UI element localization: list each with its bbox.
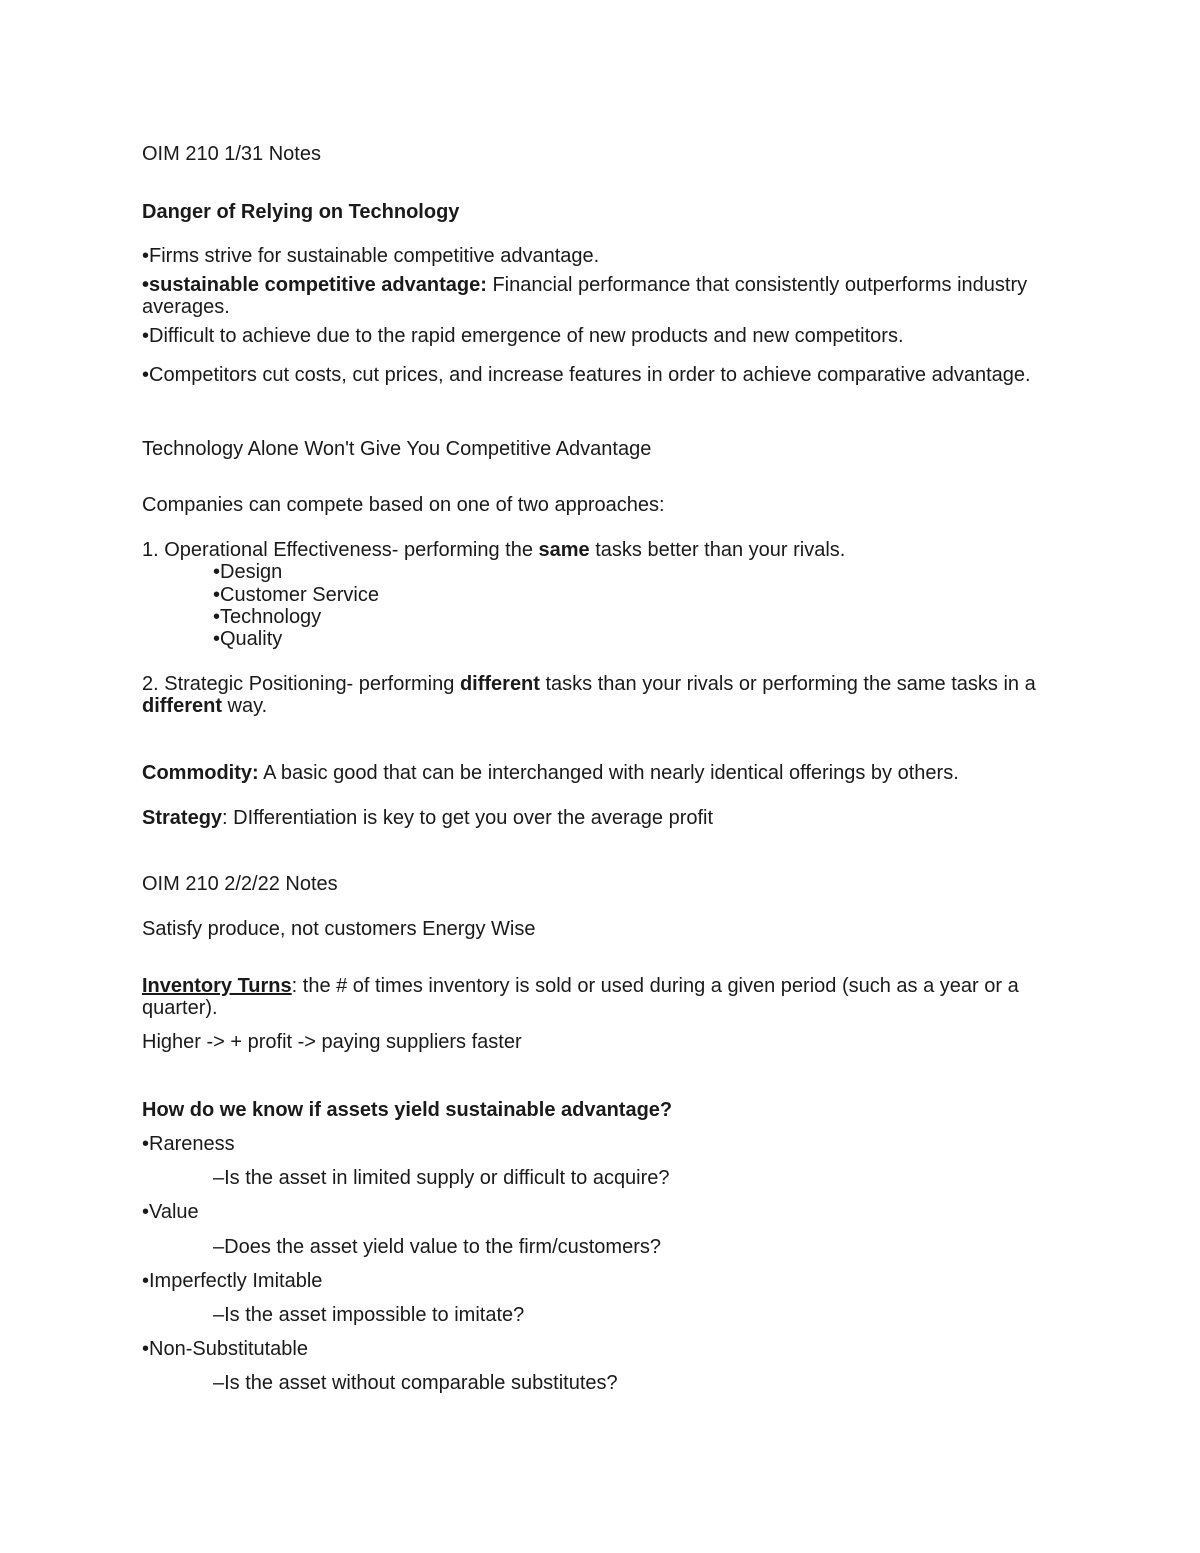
commodity-text: A basic good that can be interchanged with nearly identical offerings by others. (258, 762, 959, 784)
approach2-text-mid: tasks than your rivals or performing the same tasks in a (539, 673, 1036, 695)
bullet-difficult: •Difficult to achieve due to the rapid emergence of new products and new competitors. (142, 325, 904, 347)
higher-profit-note: Higher -> + profit -> paying suppliers faster (142, 1031, 522, 1053)
assets-question-heading: How do we know if assets yield sustainable advantage? (142, 1099, 673, 1121)
list-item-technology: •Technology (213, 606, 322, 628)
approach1-text: 1. Operational Effectiveness- performing the (142, 539, 539, 561)
approaches-intro: Companies can compete based on one of two approaches: (142, 494, 665, 516)
list-item-quality: •Quality (213, 628, 283, 650)
criterion-rareness-question: –Is the asset in limited supply or difficult to acquire? (213, 1167, 670, 1189)
sca-term: •sustainable competitive advantage: (142, 274, 487, 296)
approach2-text-end: way. (222, 695, 268, 717)
bullet-competitors: •Competitors cut costs, cut prices, and increase features in order to achieve comparative advantage. (142, 364, 1031, 386)
criterion-substitutable: •Non-Substitutable (142, 1338, 308, 1360)
criterion-imitable-question: –Is the asset impossible to imitate? (213, 1304, 525, 1326)
criterion-rareness: •Rareness (142, 1133, 235, 1155)
approach2-text: 2. Strategic Positioning- performing (142, 673, 460, 695)
notes-title-2: OIM 210 2/2/22 Notes (142, 873, 338, 895)
notes-title-1: OIM 210 1/31 Notes (142, 143, 321, 165)
criterion-value-question: –Does the asset yield value to the firm/customers? (213, 1236, 661, 1258)
subheading-technology-alone: Technology Alone Won't Give You Competitive Advantage (142, 438, 652, 460)
section-heading-technology: Danger of Relying on Technology (142, 201, 460, 223)
strategy-term: Strategy (142, 807, 223, 829)
inventory-turns-term: Inventory Turns (142, 975, 292, 997)
approach1-emphasis: same (538, 539, 590, 561)
commodity-term: Commodity: (142, 762, 259, 784)
criterion-imitable: •Imperfectly Imitable (142, 1270, 323, 1292)
criterion-substitutable-question: –Is the asset without comparable substitutes? (213, 1372, 618, 1394)
bullet-firms-strive: •Firms strive for sustainable competitive advantage. (142, 245, 600, 267)
list-item-design: •Design (213, 561, 283, 583)
criterion-value: •Value (142, 1201, 199, 1223)
approach2-emphasis-1: different (459, 673, 540, 695)
inventory-turns-text: : the # of times inventory is sold or used during a given period (such as a year or a quarter). (142, 975, 1019, 1019)
approach1-text-end: tasks better than your rivals. (589, 539, 846, 561)
sca-definition: Financial performance that consistently outperforms industry averages. (142, 274, 1028, 318)
energy-wise-note: Satisfy produce, not customers Energy Wise (142, 918, 536, 940)
approach2-emphasis-2: different (142, 695, 222, 717)
approach-operational-effectiveness (142, 539, 1062, 561)
bullet-sca-definition (142, 274, 1062, 318)
list-item-customer-service: •Customer Service (213, 584, 379, 606)
approach-strategic-positioning (142, 673, 1062, 717)
inventory-turns-definition (142, 975, 1062, 1019)
commodity-definition (142, 762, 1062, 784)
strategy-text: : DIfferentiation is key to get you over the average profit (222, 807, 714, 829)
strategy-definition (142, 807, 1062, 829)
